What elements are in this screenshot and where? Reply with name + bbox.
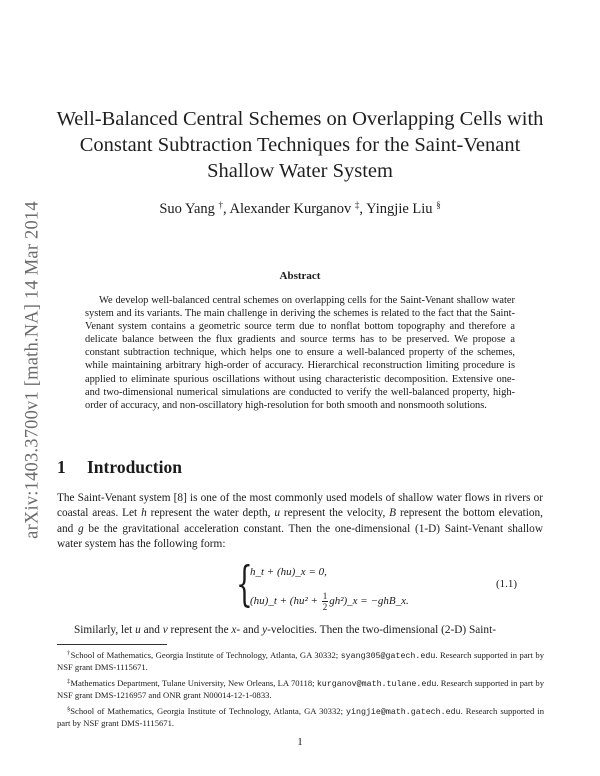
author-email-link[interactable]: yingjie@math.gatech.edu	[346, 707, 461, 717]
title-line-1: Well-Balanced Central Schemes on Overlapping Cells with	[56, 108, 544, 130]
equation-block	[236, 556, 496, 614]
footnotes	[57, 648, 544, 731]
equation-line-1: h_t + (hu)_x = 0,	[250, 566, 327, 578]
paper-title	[56, 106, 544, 184]
section-number: 1	[57, 457, 66, 477]
footnote-divider	[57, 644, 167, 645]
author-list: Suo Yang †, Alexander Kurganov ‡, Yingjie Liu §	[159, 200, 441, 217]
left-brace: {	[236, 556, 253, 612]
equation-line-2: (hu)_t + (hu² + $\frac{1}{2}$ gh²)_x = −ghB_x.	[250, 591, 409, 612]
footnote-marker: ‡	[354, 200, 360, 210]
intro-paragraph: The Saint-Venant system [8] is one of the most commonly used models of shallow water flows in rivers or coastal areas. Let h represent the water depth, u represent the velocity, B represent the bottom elevation, and g be the gravitational acceleration constant. Then the one-dimensional (1-D) Saint-Venant shallow water system has the following form:	[57, 492, 544, 550]
footnote-1: †School of Mathematics, Georgia Institute of Technology, Atlanta, GA 30332; syang305@gatech.edu. Research supported in part by NSF grant DMS-1115671.	[57, 650, 544, 673]
author-name: Alexander Kurganov	[229, 201, 352, 217]
abstract-text: We develop well-balanced central schemes on overlapping cells for the Saint-Venant shallow water system and its variants. The main challenge in deriving the schemes is related to the fact that the Saint-Venant system contains a geometric source term due to nonflat bottom topography and therefore a delicate balance between the flux gradients and source terms has to be preserved. We propose a constant subtraction technique, which helps one to ensure a well-balanced property of the schemes, while maintaining arbitrary high-order of accuracy. Hierarchical reconstruction limiting procedure is applied to eliminate spurious oscillations without using characteristic decomposition. Extensive one- and two-dimensional numerical simulations are conducted to verify the well-balanced property, high-order of accuracy, and non-oscillatory high-resolution for both smooth and nonsmooth solutions.	[85, 295, 515, 411]
title-line-3: Shallow Water System	[207, 160, 393, 182]
abstract-heading: Abstract	[279, 270, 321, 282]
arxiv-sidebar	[20, 170, 46, 570]
footnote-3: §School of Mathematics, Georgia Institute of Technology, Atlanta, GA 30332; yingjie@math.gatech.edu. Research supported in part by NSF grant DMS-1115671.	[57, 705, 544, 729]
author-email-link[interactable]: kurganov@math.tulane.edu	[316, 679, 437, 689]
fraction: $\frac{1}{2}$	[322, 591, 328, 612]
section-title: Introduction	[87, 457, 182, 477]
footnote-marker: §	[436, 200, 441, 210]
footnote-marker: †	[218, 200, 224, 210]
title-line-2: Constant Subtraction Techniques for the Saint-Venant	[79, 134, 521, 156]
author-email-link[interactable]: syang305@gatech.edu	[340, 652, 436, 661]
author-name: Suo Yang	[159, 201, 215, 217]
page-number: 1	[297, 736, 303, 748]
section-heading	[57, 457, 182, 478]
equation-number: (1.1)	[496, 578, 518, 590]
footnote-2: ‡Mathematics Department, Tulane University, New Orleans, LA 70118; kurganov@math.tulane.edu. Research supported in part by NSF grant DMS-1216957 and ONR grant N00014-12-1-0833.	[57, 677, 545, 701]
author-name: Yingjie Liu	[366, 201, 433, 217]
intro-paragraph-2: Similarly, let u and v represent the x- and y-velocities. Then the two-dimensional (2-D) Saint-	[74, 624, 496, 636]
arxiv-identifier: arXiv:1403.3700v1 [math.NA] 14 Mar 2014	[22, 201, 43, 539]
